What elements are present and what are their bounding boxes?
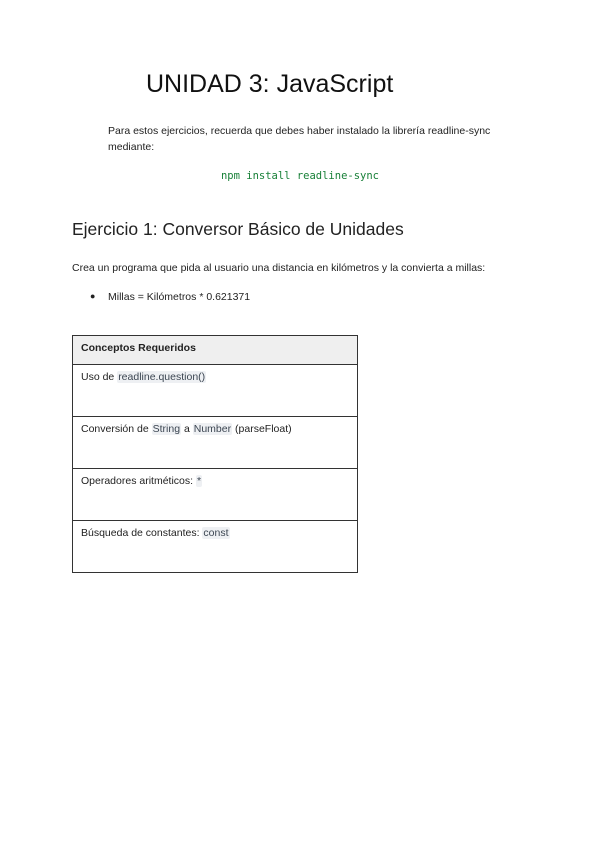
install-command: npm install readline-sync [220, 170, 380, 182]
table-cell [73, 469, 358, 521]
inline-code: readline.question() [118, 371, 206, 383]
inline-code: const [203, 527, 229, 539]
table-row [73, 365, 358, 417]
cell-text: (parseFloat) [232, 423, 292, 435]
table-cell [73, 521, 358, 573]
list-item [90, 291, 250, 303]
cell-text: Búsqueda de constantes: [81, 527, 203, 539]
table-cell [73, 417, 358, 469]
formula-list [90, 291, 250, 303]
table-row [73, 521, 358, 573]
exercise-description: Crea un programa que pida al usuario una distancia en kilómetros y la convierta a millas: [72, 262, 486, 274]
table-header-cell: Conceptos Requeridos [73, 336, 358, 365]
formula-text: Millas = Kilómetros * 0.621371 [108, 291, 251, 303]
intro-paragraph: Para estos ejercicios, recuerda que debes haber instalado la librería readline-sync mediante: [108, 125, 491, 153]
inline-code: * [196, 475, 202, 487]
cell-text: a [181, 423, 193, 435]
cell-text: Operadores aritméticos: [81, 475, 196, 487]
table-row [73, 469, 358, 521]
page-title: UNIDAD 3: JavaScript [146, 70, 394, 98]
bullet-icon: ● [90, 291, 96, 301]
concepts-table [72, 335, 358, 573]
table-cell [73, 365, 358, 417]
cell-text: Conversión de [81, 423, 152, 435]
exercise-heading: Ejercicio 1: Conversor Básico de Unidades [72, 219, 404, 239]
table-row [73, 417, 358, 469]
cell-text: Uso de [81, 371, 118, 383]
inline-code: Number [193, 423, 232, 435]
table-header-row [73, 336, 358, 365]
inline-code: String [152, 423, 181, 435]
